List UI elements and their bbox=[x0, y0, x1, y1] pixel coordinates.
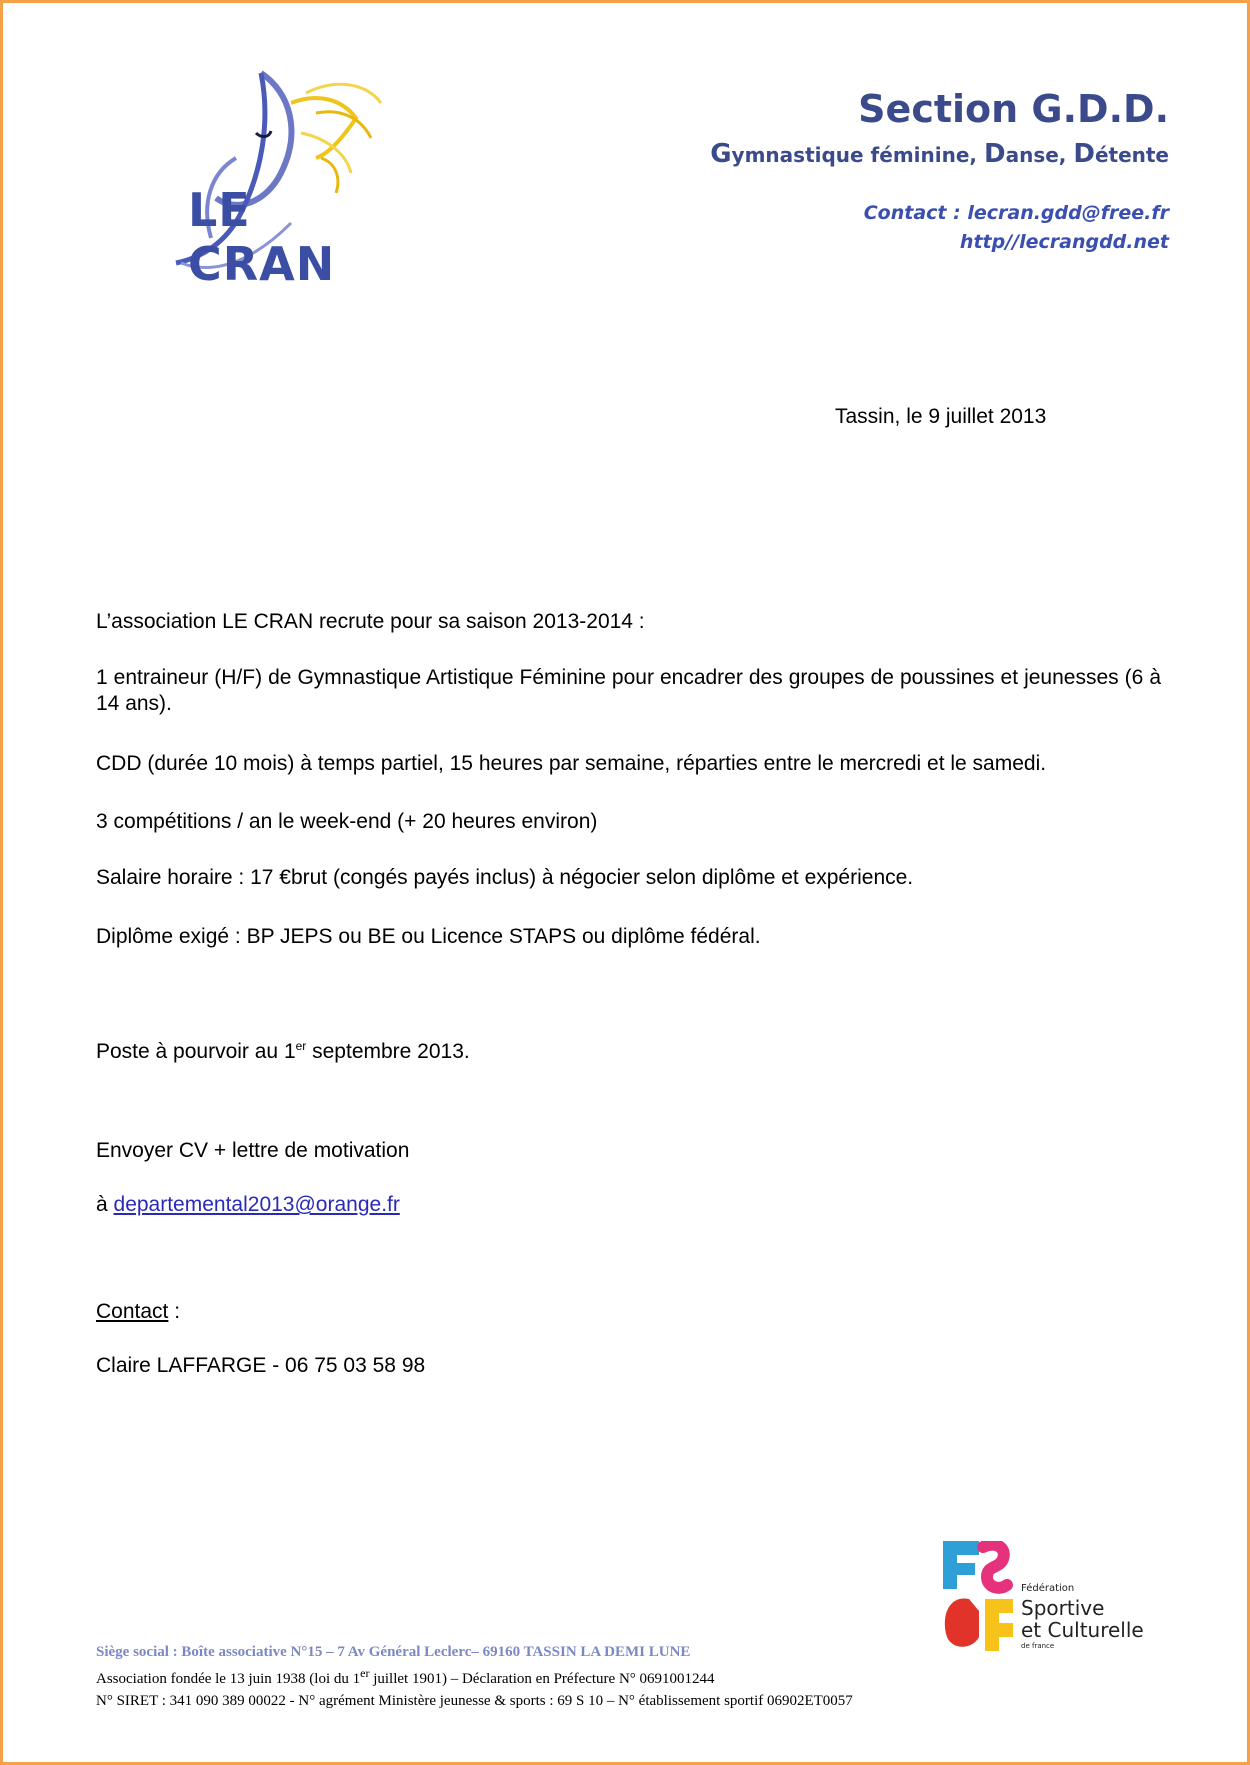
subtitle-rest-d1: anse, bbox=[1005, 143, 1074, 167]
start-prefix: Poste à pourvoir au 1 bbox=[96, 1040, 296, 1063]
start-suffix: septembre 2013. bbox=[306, 1040, 470, 1063]
le-cran-logo bbox=[141, 63, 411, 293]
contract-paragraph: CDD (durée 10 mois) à temps partiel, 15 heures par semaine, réparties entre le mercredi et le samedi. bbox=[96, 752, 1047, 775]
subtitle-rest-g: ymnastique féminine, bbox=[731, 143, 984, 167]
subtitle-rest-d2: étente bbox=[1094, 143, 1169, 167]
diploma-paragraph: Diplôme exigé : BP JEPS ou BE ou Licence STAPS ou diplôme fédéral. bbox=[96, 925, 761, 948]
contact-label: Contact bbox=[96, 1300, 169, 1323]
section-subtitle bbox=[710, 139, 1169, 169]
footer-association-prefix: Association fondée le 13 juin 1938 (loi du 1 bbox=[96, 1671, 361, 1687]
fsc-label-small: Fédération bbox=[1021, 1583, 1075, 1594]
footer-association-sup: er bbox=[360, 1666, 370, 1680]
header-contact-email[interactable]: Contact : lecran.gdd@free.fr bbox=[863, 202, 1169, 224]
footer-association-suffix: juillet 1901) – Déclaration en Préfecture N° 0691001244 bbox=[369, 1671, 715, 1687]
start-date-paragraph bbox=[96, 1039, 1161, 1065]
header-website[interactable]: http//lecrangdd.net bbox=[959, 231, 1169, 253]
recruitment-email-link[interactable]: departemental2013@orange.fr bbox=[113, 1193, 400, 1216]
intro-paragraph: L’association LE CRAN recrute pour sa saison 2013-2014 : bbox=[96, 610, 645, 633]
fsc-label-tiny: de france bbox=[1021, 1642, 1055, 1650]
logo-text: LE CRAN bbox=[188, 183, 336, 291]
contact-heading bbox=[96, 1299, 1161, 1325]
fsc-label-sportive: Sportive bbox=[1021, 1596, 1105, 1620]
competitions-line: 3 compétitions / an le week-end (+ 20 heures environ) bbox=[96, 810, 598, 833]
footer-association bbox=[96, 1666, 715, 1688]
footer-siege: Siège social : Boîte associative N°15 – 7 Av Général Leclerc– 69160 TASSIN LA DEMI LUNE bbox=[96, 1644, 691, 1660]
subtitle-cap-g: G bbox=[710, 139, 732, 169]
footer-siret: N° SIRET : 341 090 389 00022 - N° agrément Ministère jeunesse & sports : 69 S 10 – N° établissement sportif 06902ET0057 bbox=[96, 1693, 853, 1709]
subtitle-cap-d1: D bbox=[983, 139, 1006, 169]
send-cv-line: Envoyer CV + lettre de motivation bbox=[96, 1139, 410, 1162]
letter-date: Tassin, le 9 juillet 2013 bbox=[835, 405, 1047, 428]
contact-colon: : bbox=[168, 1300, 181, 1323]
salary-paragraph: Salaire horaire : 17 €brut (congés payés inclus) à négocier selon diplôme et expérience. bbox=[96, 866, 914, 889]
send-to-line bbox=[96, 1192, 1161, 1218]
position-paragraph: 1 entraineur (H/F) de Gymnastique Artistique Féminine pour encadrer des groupes de poussines et jeunesses (6 à 14 ans). bbox=[96, 666, 1161, 715]
section-title: Section G.D.D. bbox=[858, 87, 1169, 131]
start-sup: er bbox=[295, 1039, 307, 1053]
send-to-prefix: à bbox=[96, 1193, 114, 1216]
fsc-label-culturelle: et Culturelle bbox=[1021, 1618, 1144, 1642]
contact-person: Claire LAFFARGE - 06 75 03 58 98 bbox=[96, 1354, 426, 1377]
subtitle-cap-d2: D bbox=[1073, 139, 1095, 169]
